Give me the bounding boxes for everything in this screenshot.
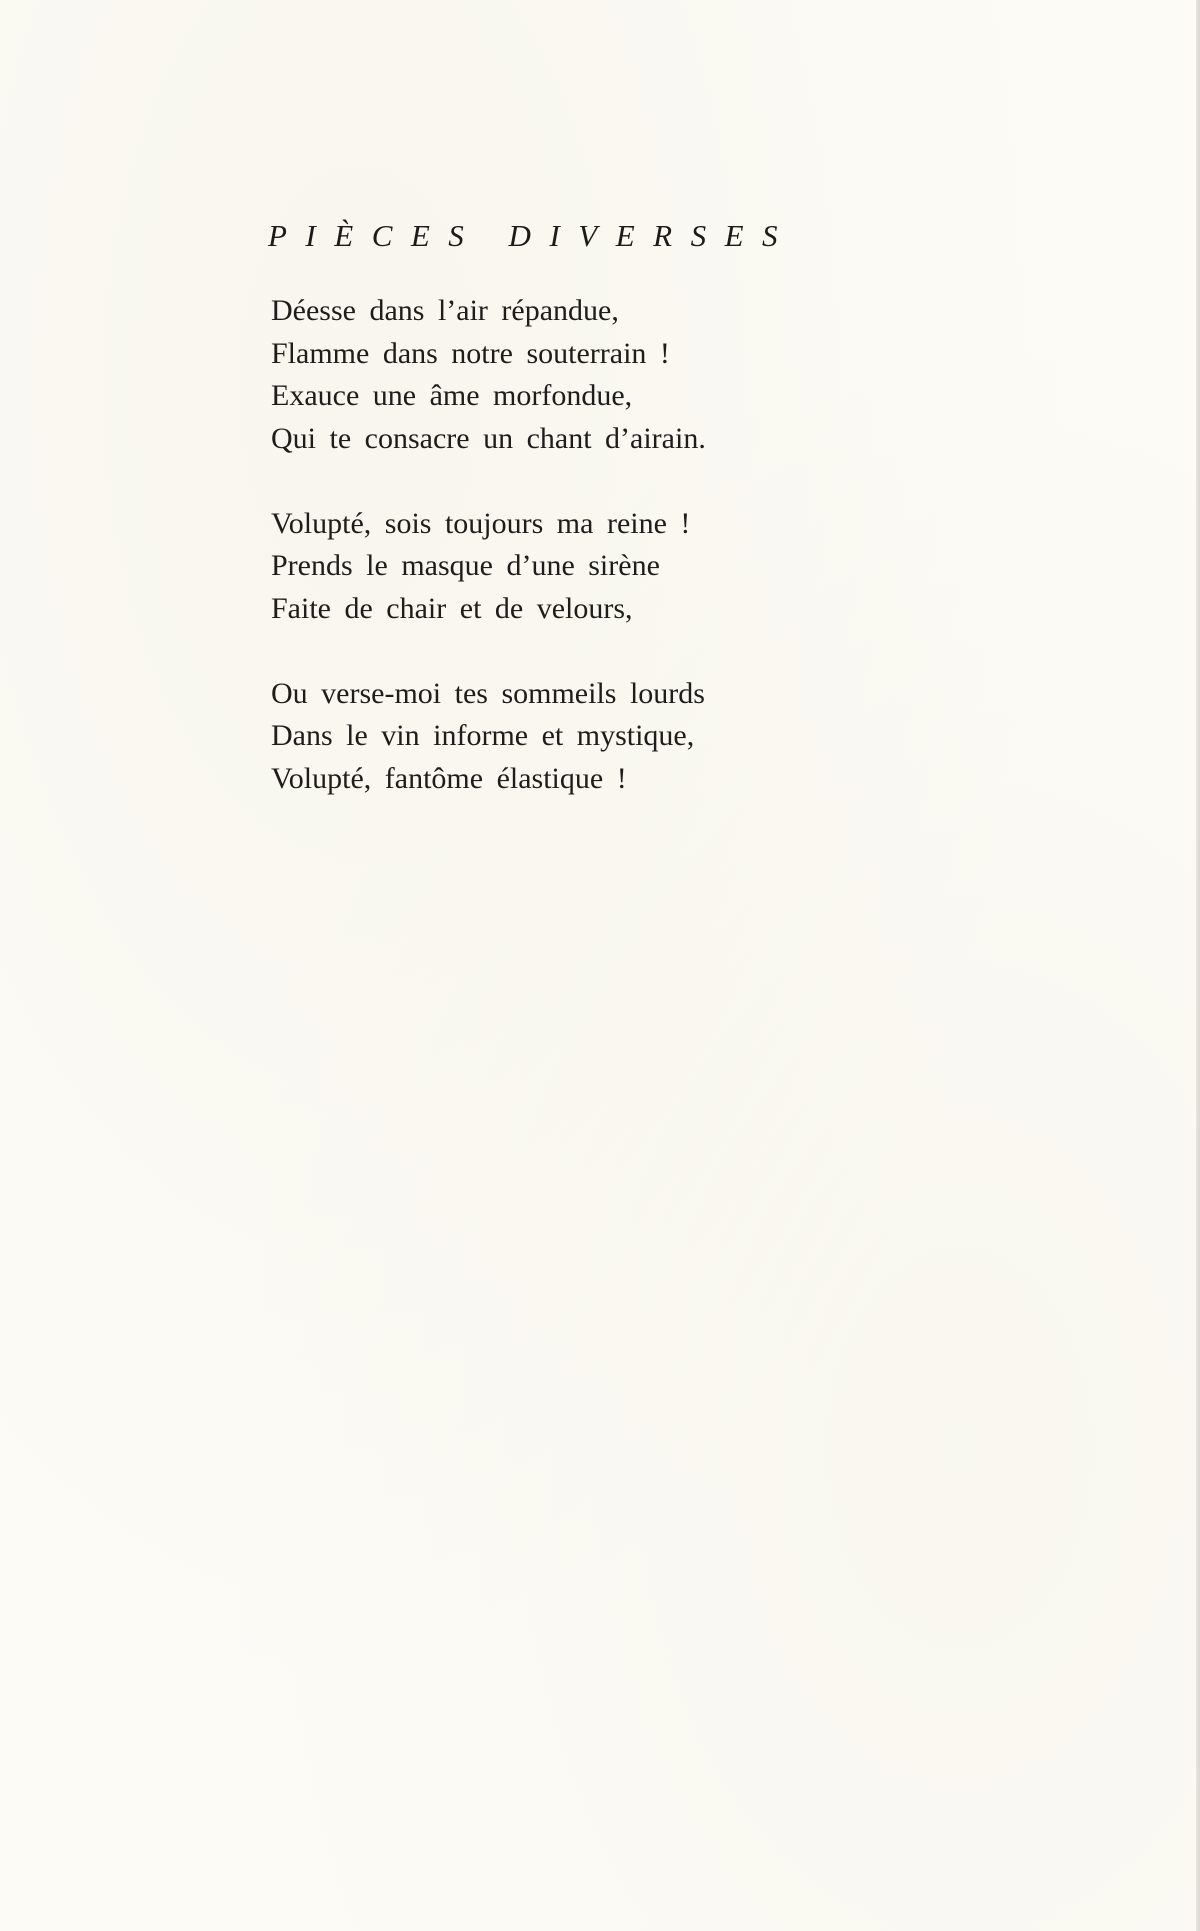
- poem-line: Prends le masque d’une sirène: [271, 549, 660, 582]
- poem-line: Faite de chair et de velours,: [271, 591, 633, 625]
- poem-line: Volupté, sois toujours ma reine !: [271, 506, 691, 540]
- poem-line: Volupté, fantôme élastique !: [271, 761, 627, 795]
- poem-line: Ou verse-moi tes sommeils lourds: [271, 676, 705, 710]
- poem-line: Qui te consacre un chant d’airain.: [271, 421, 706, 455]
- stanza: [271, 673, 706, 801]
- poem: [271, 290, 706, 843]
- poem-line: Dans le vin informe et mystique,: [271, 719, 695, 752]
- poem-line: Exauce une âme morfondue,: [271, 379, 633, 412]
- poem-line: Flamme dans notre souterrain !: [271, 336, 670, 370]
- poem-line: Déesse dans l’air répandue,: [271, 294, 619, 327]
- stanza: [271, 290, 706, 460]
- page-edge: [1196, 0, 1200, 1931]
- running-head: PIÈCES DIVERSES: [268, 218, 797, 253]
- stanza: [271, 503, 706, 631]
